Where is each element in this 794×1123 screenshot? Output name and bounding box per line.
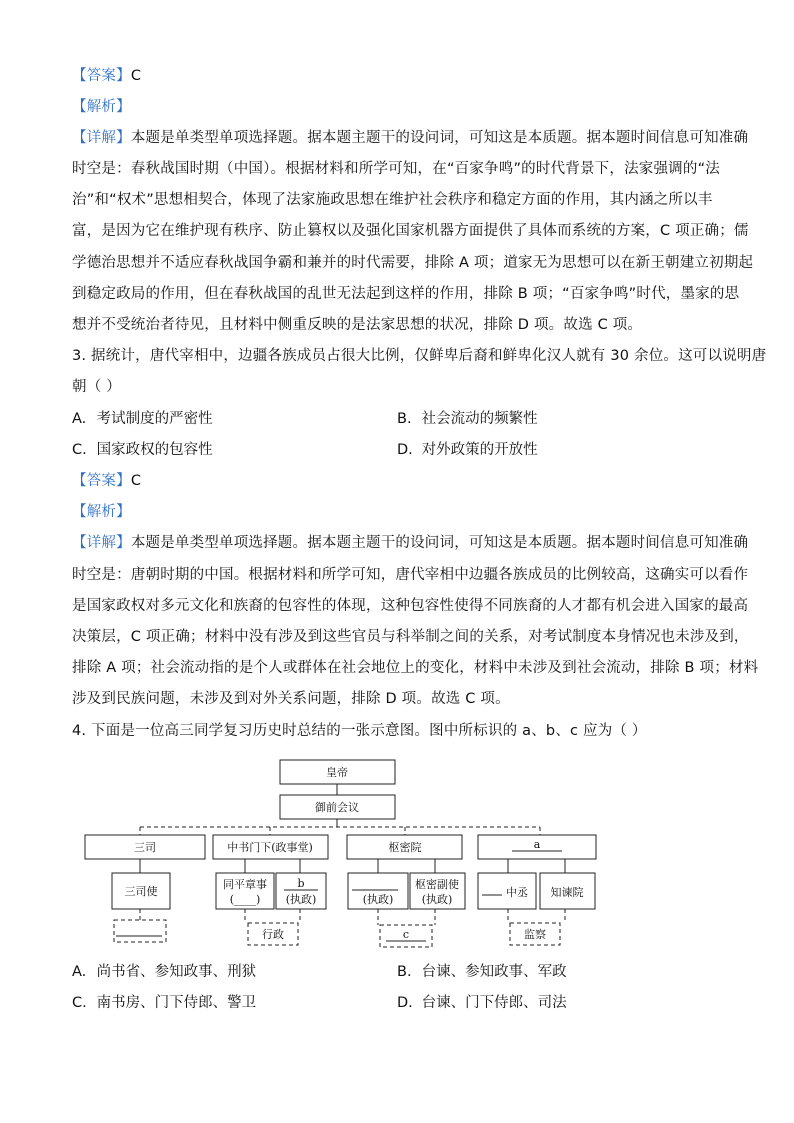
q2-detail-line-3: 富，是因为它在维护现有秩序、防止篡权以及强化国家机器方面提供了具体而系统的方案，C 项正确；儒	[72, 223, 749, 239]
q4-option-b: B. 台谏、参知政事、军政	[397, 964, 567, 980]
emperor-label: 皇帝	[326, 766, 348, 779]
q2-detail-line-2: 治”和“权术”思想相契合，体现了法家施政思想在维护社会秩序和稳定方面的作用，其内涵之所以丰	[72, 192, 713, 208]
q4-option-a: A. 尚书省、参知政事、刑狱	[72, 964, 257, 980]
q3-detail-line-5: 涉及到民族问题，未涉及到对外关系问题，排除 D 项。故选 C 项。	[72, 691, 510, 707]
q4-diagram	[80, 755, 600, 955]
q3-detail-line-1: 时空是：唐朝时期的中国。根据材料和所学可知，唐代宰相中边疆各族成员的比例较高，这确实可以看作	[72, 567, 749, 583]
detail-text: 本题是单类型单项选择题。据本题主题干的设问词，可知这是本质题。据本题时间信息可知准确	[130, 535, 749, 551]
q2-detail-line-1: 时空是：春秋战国时期（中国）。根据材料和所学可知，在“百家争鸣”的时代背景下，法家强调的“法	[72, 161, 720, 177]
a-label: a	[533, 838, 541, 851]
q2-detail-line-4: 学德治思想并不适应春秋战国争霸和兼并的时代需要，排除 A 项；道家无为思想可以在新王朝建立初期起	[72, 255, 754, 271]
zhongshu-label: 中书门下(政事堂)	[227, 841, 313, 854]
b-zhizheng-label: (执政)	[285, 893, 317, 906]
b-label: b	[297, 877, 305, 890]
q4-stem: 4. 下面是一位高三同学复习历史时总结的一张示意图。图中所标识的 a、b、c 应为（ ）	[72, 723, 647, 739]
c-label: c	[402, 928, 410, 941]
q2-detail-line-6: 想并不受统治者待见，且材料中侧重反映的是法家思想的状况，排除 D 项。故选 C 项。	[72, 317, 643, 333]
q4-option-d: D. 台谏、门下侍郎、司法	[397, 995, 567, 1011]
analysis-tag: 【解析】	[72, 99, 131, 115]
q3-detail-line-3: 决策层，C 项正确；材料中没有涉及到这些官员与科举制之间的关系，对考试制度本身情况也未涉及到，	[72, 629, 749, 645]
answer-tag: 【答案】	[72, 473, 131, 489]
q4-option-c: C. 南书房、门下侍郎、警卫	[72, 995, 257, 1011]
tongping-label-2: (____)	[229, 893, 261, 906]
answer-value: C	[130, 473, 142, 489]
q2-answer-line	[72, 66, 141, 86]
shumifu-zhizheng-label: (执政)	[421, 893, 453, 906]
sansi-label: 三司	[134, 841, 156, 854]
detail-text: 本题是单类型单项选择题。据本题主题干的设问词，可知这是本质题。据本题时间信息可知准确	[130, 130, 749, 146]
q3-option-b: B. 社会流动的频繁性	[397, 411, 538, 427]
q3-detail-line-4: 排除 A 项；社会流动指的是个人或群体在社会地位上的变化，材料中未涉及到社会流动，排除 B 项；材料	[72, 660, 759, 676]
zhijian-label: 知谏院	[550, 886, 584, 899]
q3-stem-line-1: 朝（ ）	[72, 379, 121, 395]
q3-detail-line-2: 是国家政权对多元文化和族裔的包容性的体现，这种包容性使得不同族裔的人才都有机会进入国家的最高	[72, 598, 749, 614]
q2-detail-line-5: 到稳定政局的作用，但在春秋战国的乱世无法起到这样的作用，排除 B 项；“百家争鸣”时代，墨家的思	[72, 286, 740, 302]
zhongcheng-label: 中丞	[506, 886, 528, 899]
xingzheng-label: 行政	[262, 928, 284, 941]
q3-analysis-line	[72, 502, 131, 522]
answer-value: C	[130, 68, 142, 84]
q2-detail-line-0	[72, 128, 748, 148]
shumi-zhizheng-label: (执政)	[362, 893, 394, 906]
q3-stem-line-0: 3. 据统计，唐代宰相中，边疆各族成员占很大比例，仅鲜卑后裔和鲜卑化汉人就有 30 余位。这可以说明唐	[72, 348, 767, 364]
q3-option-c: C. 国家政权的包容性	[72, 442, 213, 458]
shumifu-label: 枢密副使	[415, 878, 459, 891]
analysis-tag: 【解析】	[72, 504, 131, 520]
q2-analysis-line	[72, 97, 131, 117]
council-label: 御前会议	[315, 801, 359, 814]
q3-detail-line-0	[72, 533, 748, 553]
q3-option-d: D. 对外政策的开放性	[397, 442, 538, 458]
answer-tag: 【答案】	[72, 68, 131, 84]
jiancha-label: 监察	[524, 928, 546, 941]
sansishi-label: 三司使	[124, 885, 158, 898]
detail-tag: 【详解】	[72, 130, 131, 146]
tongping-label-1: 同平章事	[223, 878, 267, 891]
q3-answer-line	[72, 471, 141, 491]
shumi-label: 枢密院	[388, 841, 422, 854]
detail-tag: 【详解】	[72, 535, 131, 551]
q3-option-a: A. 考试制度的严密性	[72, 411, 213, 427]
